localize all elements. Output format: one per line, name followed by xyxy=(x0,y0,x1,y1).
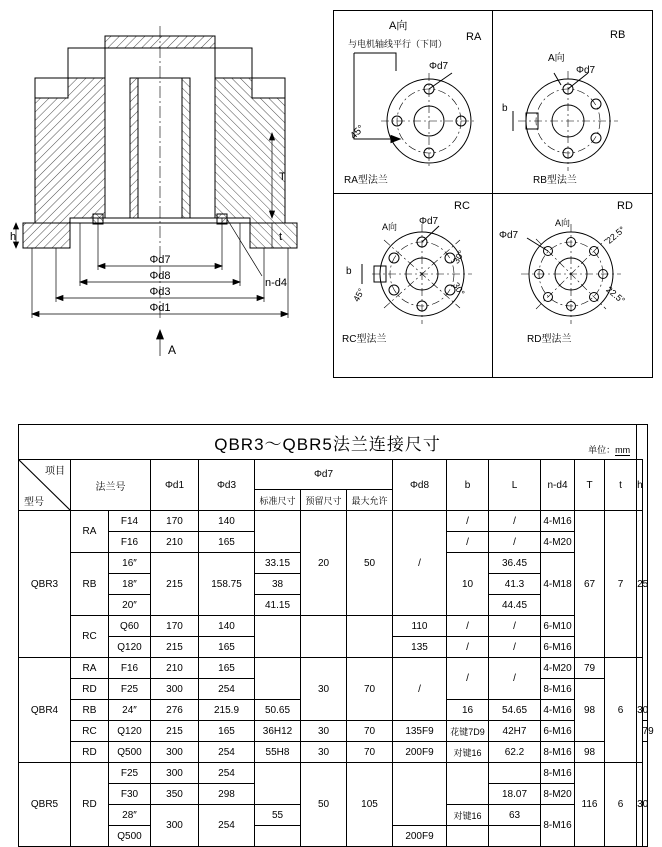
cell-T: 98 xyxy=(575,679,605,742)
cell-d7-res: 20 xyxy=(301,511,347,616)
cell-no: Q500 xyxy=(109,826,151,847)
cell-nd4: 4-M16 xyxy=(541,511,575,532)
cell-nd4: 8-M16 xyxy=(541,679,575,700)
group-rd: RD xyxy=(71,679,109,700)
cell-nd4: 4-M18 xyxy=(541,553,575,616)
cell-nd4: 8-M16 xyxy=(541,742,575,763)
cell-t: 6 xyxy=(605,763,637,847)
cell-no: F30 xyxy=(109,784,151,805)
cell-L xyxy=(489,826,541,847)
header-nd4: n-d4 xyxy=(541,460,575,511)
cell-b: / xyxy=(447,532,489,553)
cell-b: 对键16 xyxy=(447,805,489,826)
panel-ra-note2: 与电机轴线平行（下同） xyxy=(348,39,448,49)
header-L: L xyxy=(489,460,541,511)
panel-rd-code: RD xyxy=(617,200,633,212)
cell-d3: 140 xyxy=(199,616,255,637)
group-rc: RC xyxy=(71,616,109,658)
cell-T: 79 xyxy=(575,658,605,679)
svg-text:Φd8: Φd8 xyxy=(149,270,171,282)
panel-ra-view-note: A向 xyxy=(389,20,408,32)
cell-d3: 254 xyxy=(199,763,255,784)
cell-b: / xyxy=(447,658,489,700)
cell-d7-std xyxy=(255,616,301,658)
cell-d1: 170 xyxy=(151,511,199,532)
cell-L: 41.3 xyxy=(489,574,541,595)
corner-bottom-label: 型号 xyxy=(24,497,44,508)
cell-L: / xyxy=(489,532,541,553)
panel-rb-view-note: A向 xyxy=(548,53,565,64)
cell-no: 20″ xyxy=(109,595,151,616)
svg-text:h: h xyxy=(10,231,17,243)
panel-rb-code: RB xyxy=(610,29,626,41)
cell-d7-std xyxy=(255,826,301,847)
dimension-table xyxy=(18,424,654,847)
cell-no: Q120 xyxy=(109,721,151,742)
cell-L xyxy=(489,763,541,784)
cell-b: 对键16 xyxy=(447,742,489,763)
cell-d7-res: 30 xyxy=(301,658,347,721)
panel-rc-angle2: 30° xyxy=(450,280,467,298)
cell-nd4: 8-M16 xyxy=(541,805,575,847)
panel-rb-name: RB型法兰 xyxy=(533,175,577,186)
cell-T: 67 xyxy=(575,511,605,658)
panel-rd-angle1: 22.5° xyxy=(604,224,627,246)
cell-nd4: 8-M16 xyxy=(541,763,575,784)
cell-no: 16″ xyxy=(109,553,151,574)
cell-no: F25 xyxy=(109,679,151,700)
svg-text:A: A xyxy=(168,343,177,357)
cell-d3: 165 xyxy=(199,721,255,742)
cell-d7-max: 105 xyxy=(347,763,393,847)
cell-b: 16 xyxy=(447,700,489,721)
model-qbr3: QBR3 xyxy=(19,511,71,658)
svg-text:n-d4: n-d4 xyxy=(265,277,288,289)
group-rb: RB xyxy=(71,553,109,616)
panel-rb-side-label: b xyxy=(502,103,508,114)
cell-d1: 300 xyxy=(151,679,199,700)
panel-rd-dia-label: Φd7 xyxy=(499,230,519,241)
svg-text:Φd1: Φd1 xyxy=(149,302,171,314)
cell-d7-std: 41.15 xyxy=(255,595,301,616)
header-d7-reserved: 预留尺寸 xyxy=(301,490,347,511)
cell-b: 10 xyxy=(447,553,489,616)
panel-rc-view-note: A向 xyxy=(382,222,398,232)
cell-d1: 300 xyxy=(151,763,199,784)
cell-d7-max: 70 xyxy=(347,658,393,721)
cell-d7-std: 55H8 xyxy=(255,742,301,763)
cell-no: 18″ xyxy=(109,574,151,595)
cell-d1: 215 xyxy=(151,721,199,742)
cell-no: 24″ xyxy=(109,700,151,721)
panel-ra-code: RA xyxy=(466,31,482,43)
corner-top-label: 项目 xyxy=(45,466,65,477)
panel-rc xyxy=(334,194,493,377)
header-b: b xyxy=(447,460,489,511)
cell-b: / xyxy=(447,511,489,532)
table-title xyxy=(19,425,637,460)
header-d7-std: 标准尺寸 xyxy=(255,490,301,511)
cell-L: / xyxy=(489,658,541,700)
cell-d7-max: 70 xyxy=(347,742,393,763)
cell-nd4: 6-M16 xyxy=(541,637,575,658)
svg-text:Φd3: Φd3 xyxy=(149,286,171,298)
cell-d8 xyxy=(393,763,447,826)
cell-no: F14 xyxy=(109,511,151,532)
cell-d1: 170 xyxy=(151,616,199,637)
cell-d8: 135F9 xyxy=(393,721,447,742)
cell-nd4: 8-M20 xyxy=(541,784,575,805)
table-title-text: QBR3～QBR5法兰连接尺寸 xyxy=(214,434,441,454)
cell-d3: 254 xyxy=(199,679,255,700)
table-row xyxy=(19,721,648,742)
cell-b: / xyxy=(447,637,489,658)
cell-d7-std: 36H12 xyxy=(255,721,301,742)
panel-rd xyxy=(493,194,652,377)
cell-d8: 135 xyxy=(393,637,447,658)
svg-text:T: T xyxy=(279,171,286,183)
cell-d3: 165 xyxy=(199,532,255,553)
cell-no: Q60 xyxy=(109,616,151,637)
cell-L: 63 xyxy=(489,805,541,826)
cell-d7-std: 55 xyxy=(255,805,301,826)
panel-rb xyxy=(493,11,652,194)
model-qbr4: QBR4 xyxy=(19,658,71,763)
table-unit xyxy=(588,443,630,456)
cell-nd4: 4-M20 xyxy=(541,658,575,679)
panel-ra-angle: 45° xyxy=(348,123,367,142)
panel-rc-side-label: b xyxy=(346,266,352,277)
group-rd: RD xyxy=(71,742,109,763)
cell-d7-std: 50.65 xyxy=(255,700,301,721)
group-ra: RA xyxy=(71,658,109,679)
cell-L: 54.65 xyxy=(489,700,541,721)
cell-d7-max: 70 xyxy=(347,721,393,742)
cell-d3: 158.75 xyxy=(199,553,255,616)
panel-rc-angle3: 45° xyxy=(351,286,367,304)
cell-d1: 210 xyxy=(151,658,199,679)
group-rc: RC xyxy=(71,721,109,742)
cell-d3: 215.9 xyxy=(199,700,255,721)
flange-panels xyxy=(333,10,653,378)
section-view xyxy=(10,18,320,363)
cell-d7-res: 30 xyxy=(301,742,347,763)
header-t: t xyxy=(605,460,637,511)
cell-L: / xyxy=(489,511,541,532)
cell-d3: 165 xyxy=(199,658,255,679)
cell-d3: 298 xyxy=(199,784,255,805)
panel-rd-angle2: 22.5° xyxy=(604,284,627,306)
cell-L: 42H7 xyxy=(489,721,541,742)
cell-d8: 200F9 xyxy=(393,826,447,847)
cell-T: 79 xyxy=(642,721,647,742)
cell-L: / xyxy=(489,616,541,637)
cell-d8: 110 xyxy=(393,616,447,637)
cell-t: 6 xyxy=(605,658,637,763)
cell-h: 30 xyxy=(637,763,642,847)
cell-d3: 140 xyxy=(199,511,255,532)
cell-d8: 200F9 xyxy=(393,742,447,763)
header-d3: Φd3 xyxy=(199,460,255,511)
cell-d7-std xyxy=(255,658,301,700)
cell-L: / xyxy=(489,637,541,658)
header-d1: Φd1 xyxy=(151,460,199,511)
cell-nd4: 4-M16 xyxy=(541,700,575,721)
panel-rd-name: RD型法兰 xyxy=(527,334,572,345)
group-ra: RA xyxy=(71,511,109,553)
cell-d7-res: 50 xyxy=(301,763,347,847)
cell-L: 44.45 xyxy=(489,595,541,616)
drawing-area xyxy=(0,0,662,395)
unit-label: 单位： xyxy=(588,445,616,455)
cell-d7-res xyxy=(301,616,347,658)
cell-no: 28″ xyxy=(109,805,151,826)
panel-rb-dia-label: Φd7 xyxy=(576,65,596,76)
cell-h: 25 xyxy=(637,511,642,658)
group-rd: RD xyxy=(71,763,109,847)
cell-d7-std xyxy=(255,511,301,553)
header-d8: Φd8 xyxy=(393,460,447,511)
cell-b: 花键7D9 xyxy=(447,721,489,742)
table-row xyxy=(19,763,648,784)
panel-rc-name: RC型法兰 xyxy=(342,334,387,345)
cell-b xyxy=(447,826,489,847)
header-T: T xyxy=(575,460,605,511)
cell-d1: 215 xyxy=(151,553,199,616)
cell-d7-std: 38 xyxy=(255,574,301,595)
cell-d7-res: 30 xyxy=(301,721,347,742)
cell-b: / xyxy=(447,616,489,637)
cell-L: 62.2 xyxy=(489,742,541,763)
cell-no: Q500 xyxy=(109,742,151,763)
table-row xyxy=(19,511,648,532)
cell-t: 7 xyxy=(605,511,637,658)
flange-dimension-table xyxy=(18,424,654,847)
cell-no: F16 xyxy=(109,532,151,553)
cell-d7-max: 50 xyxy=(347,511,393,616)
cell-L: 36.45 xyxy=(489,553,541,574)
panel-rc-code: RC xyxy=(454,200,470,212)
cell-nd4: 6-M16 xyxy=(541,721,575,742)
svg-text:t: t xyxy=(279,231,283,243)
unit-value: mm xyxy=(615,445,631,455)
panel-rc-angle1: 30° xyxy=(450,248,467,266)
cell-d7-std: 33.15 xyxy=(255,553,301,574)
svg-text:Φd7: Φd7 xyxy=(149,254,171,266)
panel-ra xyxy=(334,11,493,194)
panel-rc-dia-label: Φd7 xyxy=(419,216,439,227)
cell-b xyxy=(447,763,489,805)
cell-d8: / xyxy=(393,511,447,616)
model-qbr5: QBR5 xyxy=(19,763,71,847)
cell-nd4: 4-M20 xyxy=(541,532,575,553)
panel-rd-view-note: A向 xyxy=(555,218,571,228)
cell-d3: 254 xyxy=(199,805,255,847)
header-d7-max: 最大允许 xyxy=(347,490,393,511)
panel-ra-name: RA型法兰 xyxy=(344,175,388,186)
group-rb: RB xyxy=(71,700,109,721)
table-row xyxy=(19,658,648,679)
cell-no: F16 xyxy=(109,658,151,679)
table-row xyxy=(19,742,648,763)
cell-h: 30 xyxy=(637,658,642,763)
cell-no: Q120 xyxy=(109,637,151,658)
table-corner-header xyxy=(19,460,71,511)
cell-T: 98 xyxy=(575,742,605,763)
cell-d1: 276 xyxy=(151,700,199,721)
header-d7: Φd7 xyxy=(255,460,393,490)
cell-d7-max xyxy=(347,616,393,658)
header-h: h xyxy=(637,460,642,511)
table-row xyxy=(19,616,648,637)
cell-d1: 215 xyxy=(151,637,199,658)
cell-d1: 210 xyxy=(151,532,199,553)
cell-L: 18.07 xyxy=(489,784,541,805)
cell-no: F25 xyxy=(109,763,151,784)
cell-T: 116 xyxy=(575,763,605,847)
panel-ra-dia-label: Φd7 xyxy=(429,61,449,72)
cell-d3: 165 xyxy=(199,637,255,658)
cell-d7-std xyxy=(255,763,301,805)
cell-d3: 254 xyxy=(199,742,255,763)
header-flange-no: 法兰号 xyxy=(71,460,151,511)
cell-d8: / xyxy=(393,658,447,721)
cell-d1: 300 xyxy=(151,805,199,847)
cell-d1: 350 xyxy=(151,784,199,805)
cell-d1: 300 xyxy=(151,742,199,763)
cell-nd4: 6-M10 xyxy=(541,616,575,637)
